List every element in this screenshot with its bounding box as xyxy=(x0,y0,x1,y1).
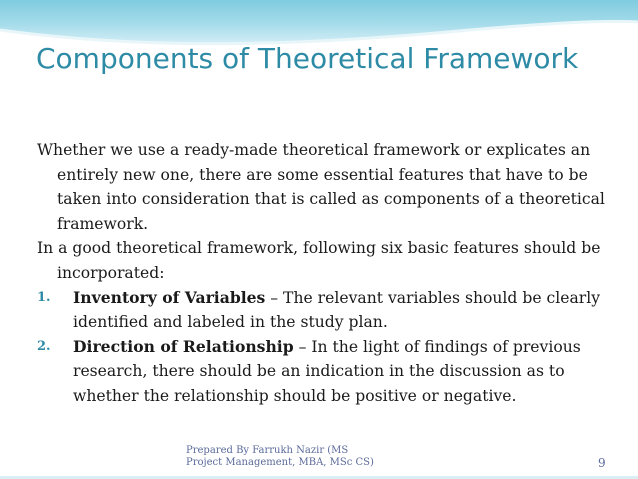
list-item-text: – In the light of findings of previous research, there should be an indication in the discussion as to whether the relationship should be positive or negative. xyxy=(73,337,581,405)
list-item-term: Inventory of Variables xyxy=(73,287,266,307)
list-item-number: 1. xyxy=(37,289,51,305)
list-item-direction xyxy=(37,335,619,409)
paragraph-features: In a good theoretical framework, following six basic features should be incorporated: xyxy=(37,239,601,282)
slide-body xyxy=(37,138,619,409)
list-item-term: Direction of Relationship xyxy=(73,336,294,356)
list-item-number: 2. xyxy=(37,338,51,354)
list-item-text: – The relevant variables should be clearly identified and labeled in the study plan. xyxy=(73,288,601,332)
paragraph-intro: Whether we use a ready-made theoretical framework or explicates an entirely new one, there are some essential features that have to be taken into consideration that is called as components of a theoretical framework. xyxy=(37,141,605,233)
slide-title: Components of Theoretical Framework xyxy=(36,42,579,75)
footer-credit: Prepared By Farrukh Nazir (MS Project Management, MBA, MSc CS) xyxy=(186,445,374,468)
page-number: 9 xyxy=(598,456,606,470)
list-item-inventory xyxy=(37,286,619,335)
